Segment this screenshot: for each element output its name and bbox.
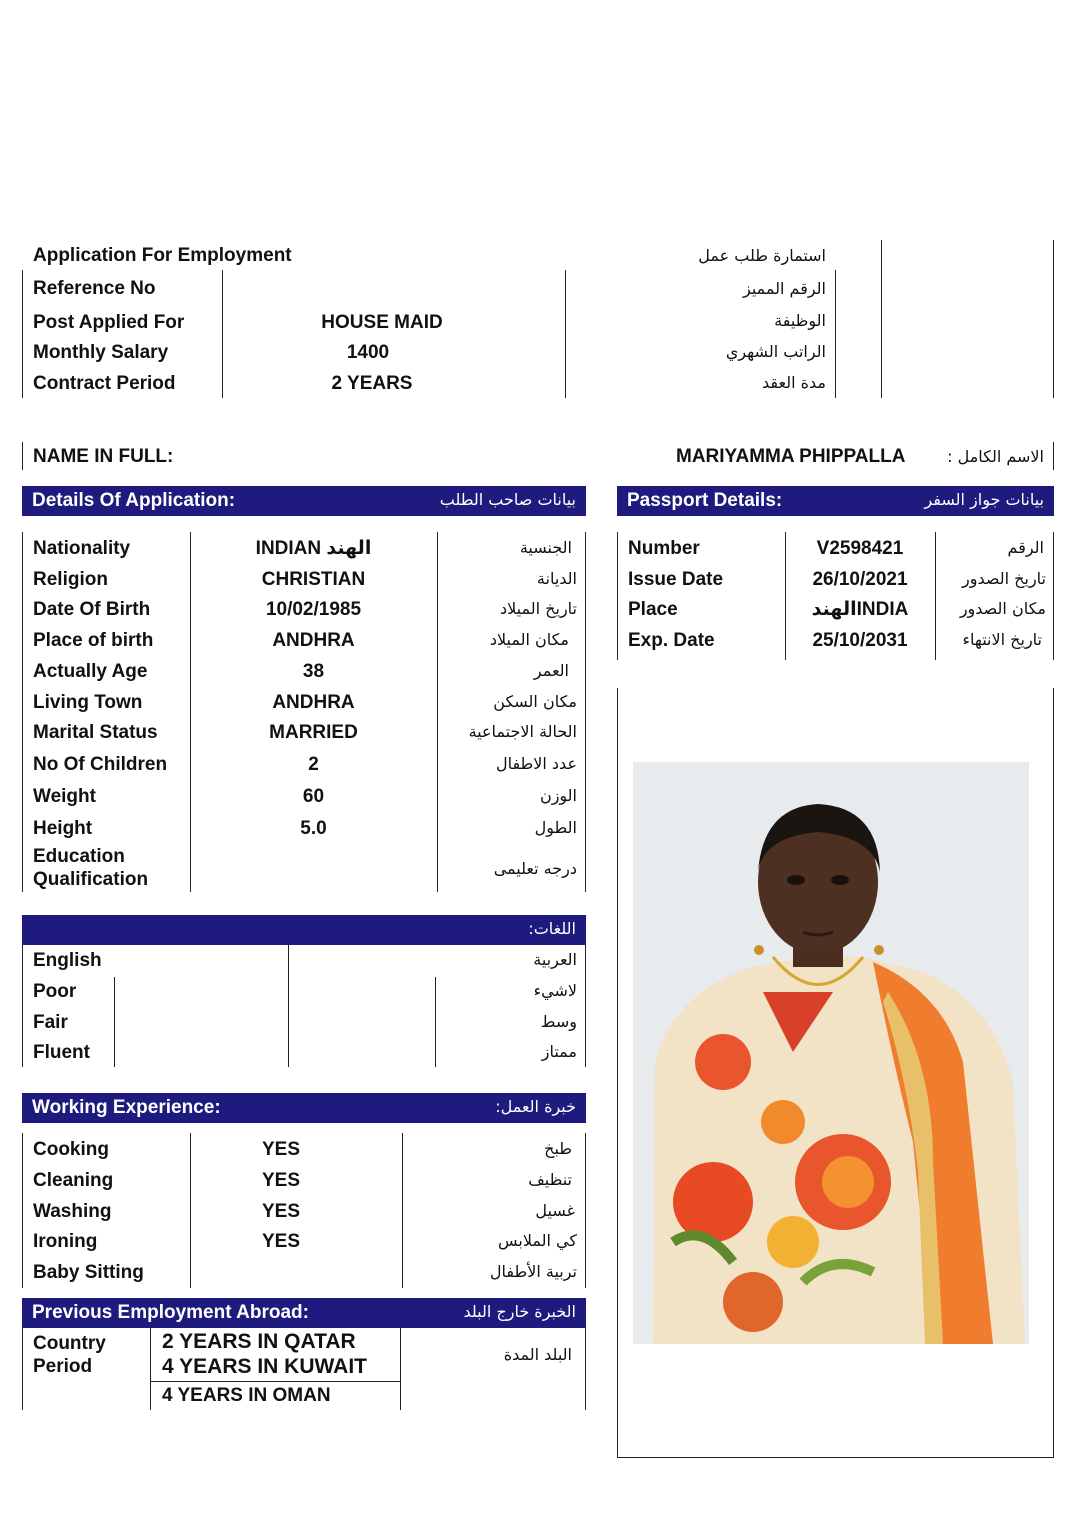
living-town-label: Living Town [33, 692, 143, 713]
passport-number-label: Number [628, 538, 700, 559]
lang-arabic-label: العربية [533, 950, 577, 969]
salary-value: 1400 [346, 342, 390, 363]
cleaning-label-ar: تنظيف [528, 1170, 572, 1189]
full-name-label-ar: الاسم الكامل : [947, 447, 1044, 466]
abroad-period-label: Period [33, 1356, 93, 1377]
height-label: Height [33, 818, 93, 839]
passport-number-value: V2598421 [816, 538, 904, 559]
post-label: Post Applied For [33, 312, 185, 333]
abroad-entry-oman: 4 YEARS IN OMAN [162, 1385, 331, 1406]
religion-label-ar: الديانة [536, 569, 577, 588]
washing-value: YES [262, 1201, 301, 1222]
pob-value: ANDHRA [272, 630, 355, 651]
issue-place-label-ar: مكان الصدور [959, 599, 1046, 618]
ironing-label-ar: كي الملابس [497, 1231, 577, 1250]
nationality-label-ar: الجنسية [519, 538, 572, 557]
abroad-entry-kuwait: 4 YEARS IN KUWAIT [162, 1355, 367, 1378]
abroad-title-en: Previous Employment Abroad: [32, 1302, 309, 1323]
ironing-label: Ironing [33, 1231, 98, 1252]
age-label-ar: العمر [533, 661, 569, 680]
portrait-illustration [633, 762, 1029, 1344]
dob-value: 10/02/1985 [265, 599, 362, 620]
salary-label: Monthly Salary [33, 342, 169, 363]
salary-label-ar: الراتب الشهري [725, 342, 826, 361]
cleaning-label: Cleaning [33, 1170, 114, 1191]
height-label-ar: الطول [534, 818, 577, 837]
weight-value: 60 [302, 786, 325, 807]
living-town-value: ANDHRA [272, 692, 355, 713]
form-title-ar: استمارة طلب عمل [698, 246, 826, 265]
abroad-title-ar: الخبرة خارج البلد [463, 1302, 576, 1321]
contract-label: Contract Period [33, 373, 176, 394]
details-title-en: Details Of Application: [32, 490, 236, 511]
babysitting-label-ar: تربية الأطفال [489, 1262, 577, 1281]
lang-poor-label: Poor [33, 981, 77, 1002]
ironing-value: YES [262, 1231, 301, 1252]
children-label: No Of Children [33, 754, 168, 775]
contract-label-ar: مدة العقد [762, 373, 826, 392]
abroad-label-ar: البلد المدة [503, 1345, 572, 1364]
cooking-label-ar: طبخ [544, 1139, 572, 1158]
living-town-label-ar: مكان السكن [493, 692, 577, 711]
religion-label: Religion [33, 569, 108, 590]
marital-value: MARRIED [269, 722, 358, 743]
cooking-label: Cooking [33, 1139, 109, 1160]
abroad-header-bar [22, 1298, 586, 1328]
details-title-ar: بيانات صاحب الطلب [439, 490, 576, 509]
nationality-value: INDIAN الهند [255, 538, 372, 559]
religion-value: CHRISTIAN [261, 569, 366, 590]
full-name-label: NAME IN FULL: [33, 446, 174, 467]
issue-date-value: 26/10/2021 [812, 569, 908, 590]
age-value: 38 [302, 661, 325, 682]
experience-title-ar: خبرة العمل: [495, 1097, 576, 1116]
lang-english-label: English [33, 950, 102, 971]
issue-date-label: Issue Date [628, 569, 724, 590]
experience-header-bar [22, 1093, 586, 1123]
passport-title-en: Passport Details: [627, 490, 783, 511]
pob-label: Place of birth [33, 630, 154, 651]
exp-date-label-ar: تاريخ الانتهاء [962, 630, 1042, 649]
experience-title-en: Working Experience: [32, 1097, 221, 1118]
passport-header-bar [617, 486, 1054, 516]
washing-label-ar: غسيل [535, 1201, 575, 1220]
reference-label-ar: الرقم المميز [742, 279, 826, 298]
lang-fluent-label: Fluent [33, 1042, 90, 1063]
education-label-2: Qualification [33, 869, 149, 890]
lang-poor-label-ar: لاشيء [533, 981, 577, 1000]
children-label-ar: عدد الاطفال [495, 754, 577, 773]
nationality-label: Nationality [33, 538, 131, 559]
abroad-entry-qatar: 2 YEARS IN QATAR [162, 1330, 356, 1353]
age-label: Actually Age [33, 661, 148, 682]
pob-label-ar: مكان الميلاد [489, 630, 569, 649]
passport-number-label-ar: الرقم [1007, 538, 1044, 557]
babysitting-label: Baby Sitting [33, 1262, 144, 1283]
cleaning-value: YES [262, 1170, 301, 1191]
applicant-photo [633, 762, 1029, 1344]
languages-title-ar: اللغات: [528, 919, 576, 938]
full-name-value: MARIYAMMA PHIPPALLA [676, 446, 906, 467]
children-value: 2 [308, 754, 319, 775]
lang-fluent-label-ar: ممتاز [541, 1042, 577, 1061]
post-label-ar: الوظيفة [774, 311, 826, 330]
weight-label-ar: الوزن [539, 786, 577, 805]
reference-label: Reference No [33, 278, 156, 299]
exp-date-label: Exp. Date [628, 630, 715, 651]
issue-place-label: Place [628, 599, 678, 620]
cooking-value: YES [262, 1139, 301, 1160]
form-title-en: Application For Employment [33, 245, 292, 266]
dob-label-ar: تاريخ الميلاد [500, 599, 577, 618]
contract-value: 2 YEARS [331, 373, 413, 394]
issue-date-label-ar: تاريخ الصدور [962, 569, 1046, 588]
details-header-bar [22, 486, 586, 516]
marital-label-ar: الحالة الاجتماعية [468, 722, 577, 741]
marital-label: Marital Status [33, 722, 158, 743]
lang-fair-label-ar: وسط [540, 1012, 577, 1031]
post-value: HOUSE MAID [321, 312, 443, 333]
passport-title-ar: بيانات جواز السفر [924, 490, 1044, 509]
washing-label: Washing [33, 1201, 112, 1222]
lang-fair-label: Fair [33, 1012, 68, 1033]
education-label-1: Education [33, 846, 125, 867]
languages-header-bar [22, 915, 586, 945]
weight-label: Weight [33, 786, 96, 807]
exp-date-value: 25/10/2031 [812, 630, 908, 651]
dob-label: Date Of Birth [33, 599, 151, 620]
issue-place-value: الهندINDIA [811, 599, 909, 620]
height-value: 5.0 [300, 818, 327, 839]
abroad-country-label: Country [33, 1333, 106, 1354]
education-label-ar: درجه تعليمى [493, 859, 577, 878]
